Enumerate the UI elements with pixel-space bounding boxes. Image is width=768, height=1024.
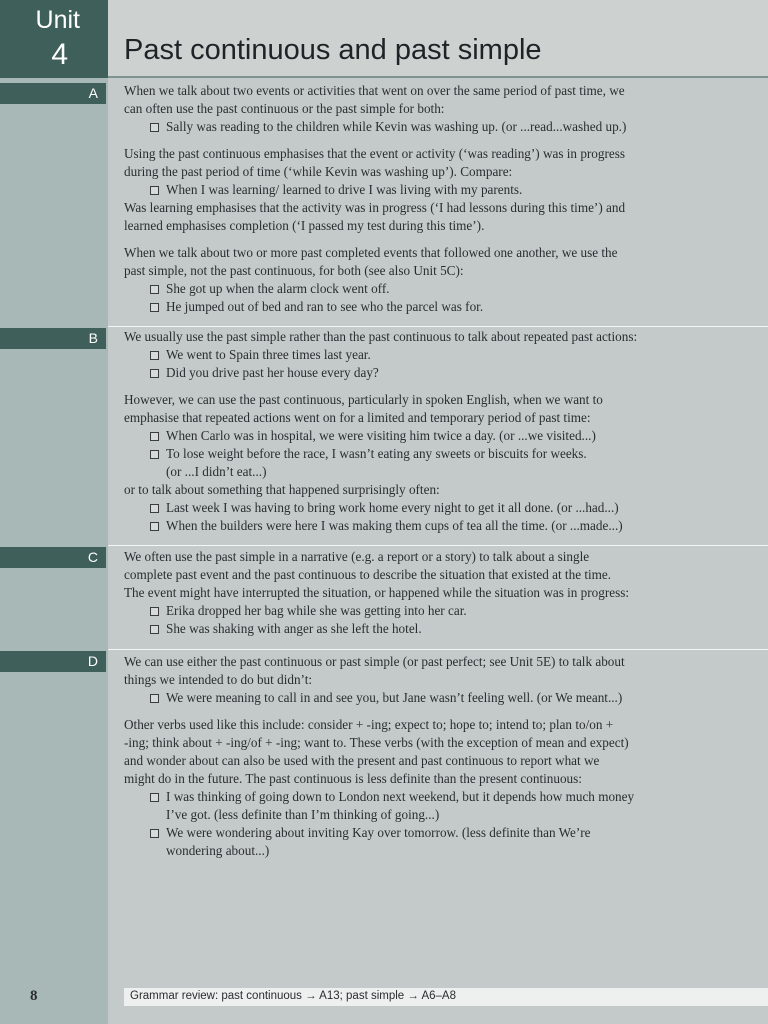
checkbox-icon: [150, 829, 159, 838]
sidebar: [0, 0, 108, 1024]
example: Erika dropped her bag while she was getting into her car.: [124, 602, 740, 620]
example: She got up when the alarm clock went off.: [124, 280, 740, 298]
checkbox-icon: [150, 694, 159, 703]
example: When the builders were here I was making them cups of tea all the time. (or ...made...): [124, 517, 740, 535]
page-number: 8: [30, 988, 38, 1004]
section-tab-c: C: [0, 547, 106, 568]
example: When Carlo was in hospital, we were visiting him twice a day. (or ...we visited...): [124, 427, 740, 445]
example: When I was learning/ learned to drive I was living with my parents.: [124, 181, 740, 199]
example: She was shaking with anger as she left the hotel.: [124, 620, 740, 638]
paragraph: However, we can use the past continuous, particularly in spoken English, when we want to emphasise that repeated actions went on for a limited and temporary period of past time:: [124, 392, 603, 425]
checkbox-icon: [150, 186, 159, 195]
example: He jumped out of bed and ran to see who the parcel was for.: [124, 298, 740, 316]
example: Did you drive past her house every day?: [124, 364, 740, 382]
example: We were wondering about inviting Kay over tomorrow. (less definite than We’re wondering about...): [124, 824, 740, 860]
checkbox-icon: [150, 522, 159, 531]
section-tab-d: D: [0, 651, 106, 672]
paragraph: Other verbs used like this include: consider + -ing; expect to; hope to; intend to; plan to/on + -ing; think about + -ing/of + -ing; want to. These verbs (with the exception of mean and expect) and wonder about can also be used with the present and past continuous to report what we might do in the future. The past continuous is less definite than the present continuous:: [124, 717, 629, 786]
section-divider: [108, 326, 768, 327]
unit-badge: [0, 0, 108, 78]
checkbox-icon: [150, 285, 159, 294]
paragraph: We often use the past simple in a narrative (e.g. a report or a story) to talk about a single complete past event and the past continuous to describe the situation that existed at the time. The event might have interrupted the situation, or happened while the situation was in progress:: [124, 549, 630, 600]
section-tab-a: A: [0, 83, 106, 104]
section-a: [124, 82, 740, 316]
paragraph: or to talk about something that happened surprisingly often:: [124, 482, 440, 497]
checkbox-icon: [150, 123, 159, 132]
section-b: [124, 328, 740, 535]
checkbox-icon: [150, 369, 159, 378]
example: Sally was reading to the children while Kevin was washing up. (or ...read...washed up.): [124, 118, 740, 136]
example: We were meaning to call in and see you, but Jane wasn’t feeling well. (or We meant...): [124, 689, 740, 707]
section-divider: [108, 649, 768, 650]
checkbox-icon: [150, 450, 159, 459]
unit-number: 4: [51, 38, 68, 71]
checkbox-icon: [150, 607, 159, 616]
section-divider: [108, 545, 768, 546]
paragraph: We can use either the past continuous or past simple (or past perfect; see Unit 5E) to talk about things we intended to do but didn’t:: [124, 654, 625, 687]
grammar-review-text: Grammar review: past continuous → A13; past simple → A6–A8: [130, 990, 456, 1002]
example: We went to Spain three times last year.: [124, 346, 740, 364]
section-c: [124, 548, 740, 638]
unit-label: Unit: [35, 6, 80, 34]
grammar-review-bar: [124, 988, 768, 1006]
paragraph: Was learning emphasises that the activity was in progress (‘I had lessons during this time’) and learned emphasises completion (‘I passed my test during this time’).: [124, 200, 626, 233]
paragraph: When we talk about two events or activities that went on over the same period of past time, we can often use the past continuous or the past simple for both:: [124, 83, 625, 116]
page-title: Past continuous and past simple: [124, 34, 542, 66]
paragraph: When we talk about two or more past completed events that followed one another, we use the past simple, not the past continuous, for both (see also Unit 5C):: [124, 245, 618, 278]
checkbox-icon: [150, 303, 159, 312]
example: To lose weight before the race, I wasn’t eating any sweets or biscuits for weeks. (or ...I didn’t eat...): [124, 445, 740, 481]
checkbox-icon: [150, 351, 159, 360]
checkbox-icon: [150, 504, 159, 513]
checkbox-icon: [150, 432, 159, 441]
paragraph: Using the past continuous emphasises that the event or activity (‘was reading’) was in progress during the past period of time (‘while Kevin was washing up’). Compare:: [124, 146, 626, 179]
checkbox-icon: [150, 793, 159, 802]
section-d: [124, 653, 740, 860]
paragraph: We usually use the past simple rather than the past continuous to talk about repeated past actions:: [124, 329, 638, 344]
section-tab-b: B: [0, 328, 106, 349]
example: I was thinking of going down to London next weekend, but it depends how much money I’ve got. (less definite than I’m thinking of going...): [124, 788, 740, 824]
checkbox-icon: [150, 625, 159, 634]
example: Last week I was having to bring work home every night to get it all done. (or ...had...): [124, 499, 740, 517]
